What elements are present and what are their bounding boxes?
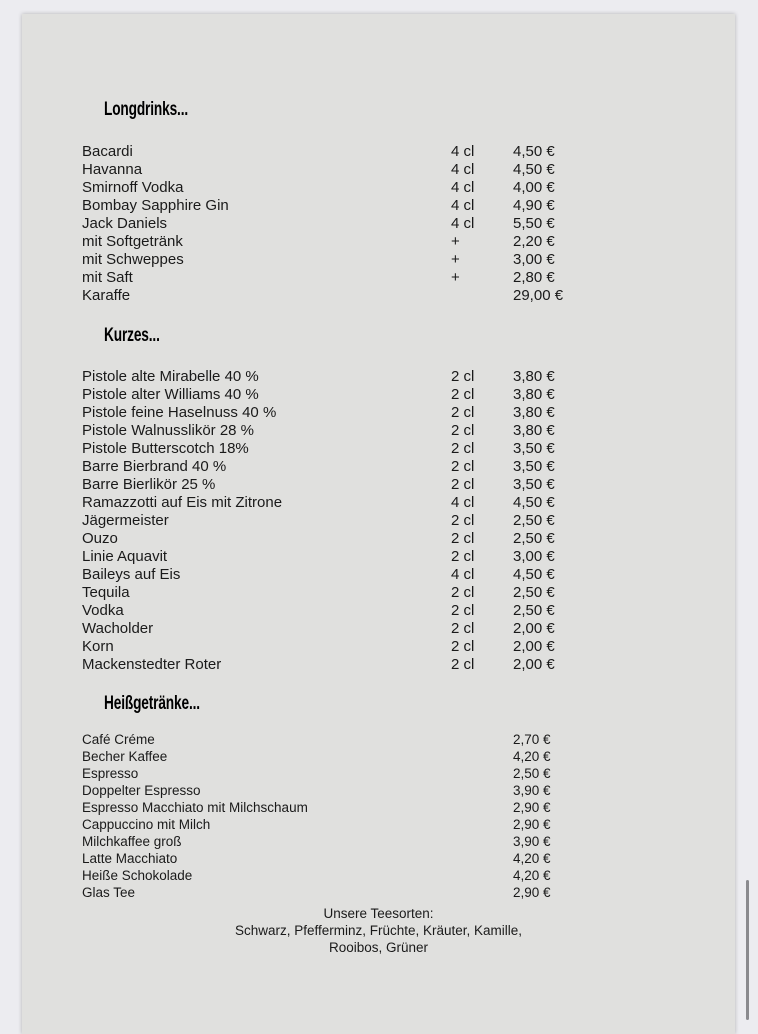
item-size: 2 cl [451,638,475,655]
item-size: 2 cl [451,620,475,637]
item-name: Mackenstedter Roter [82,656,222,673]
item-name: Barre Bierlikör 25 % [82,476,216,493]
scrollbar[interactable] [746,880,749,1020]
item-name: Pistole feine Haselnuss 40 % [82,404,277,421]
item-name: Bacardi [82,143,133,160]
item-name: Pistole Butterscotch 18% [82,440,249,457]
item-name: Pistole alter Williams 40 % [82,386,259,403]
menu-item [22,816,735,833]
menu-item [22,530,735,548]
item-name: Pistole alte Mirabelle 40 % [82,368,259,385]
tea-note [22,905,735,956]
menu-item [22,251,735,269]
item-price: 2,50 € [513,602,555,619]
item-name: Jägermeister [82,512,169,529]
item-price: 2,90 € [513,800,551,815]
menu-item [22,656,735,674]
menu-item [22,404,735,422]
item-name: Espresso [82,766,139,781]
menu-item [22,833,735,850]
item-size: 2 cl [451,584,475,601]
item-price: 2,70 € [513,732,551,747]
item-size: + [451,233,460,250]
item-size: + [451,251,460,268]
tea-note-heading: Unsere Teesorten: [323,906,434,921]
menu-item [22,884,735,901]
menu-item [22,850,735,867]
item-size: 4 cl [451,161,475,178]
menu-item [22,731,735,748]
item-price: 4,20 € [513,868,551,883]
menu-item [22,476,735,494]
menu-item [22,386,735,404]
item-name: Smirnoff Vodka [82,179,184,196]
item-size: 2 cl [451,440,475,457]
menu-item [22,494,735,512]
item-price: 3,80 € [513,404,555,421]
item-name: Espresso Macchiato mit Milchschaum [82,800,308,815]
menu-item [22,197,735,215]
item-size: 2 cl [451,548,475,565]
item-price: 2,90 € [513,817,551,832]
item-price: 4,90 € [513,197,555,214]
menu-item [22,368,735,386]
item-name: Heiße Schokolade [82,868,193,883]
menu-item [22,215,735,233]
menu-item [22,512,735,530]
item-price: 3,80 € [513,386,555,403]
item-name: Karaffe [82,287,131,304]
item-name: Wacholder [82,620,154,637]
item-size: 4 cl [451,143,475,160]
item-price: 2,00 € [513,656,555,673]
item-name: Bombay Sapphire Gin [82,197,229,214]
item-price: 2,50 € [513,512,555,529]
item-size: + [451,269,460,286]
item-price: 3,90 € [513,834,551,849]
menu-item [22,867,735,884]
item-price: 2,20 € [513,233,555,250]
item-price: 4,20 € [513,749,551,764]
menu-item [22,620,735,638]
item-price: 3,80 € [513,422,555,439]
item-name: Linie Aquavit [82,548,168,565]
menu-item [22,548,735,566]
menu-item [22,422,735,440]
item-price: 2,00 € [513,638,555,655]
item-price: 4,50 € [513,161,555,178]
item-price: 4,20 € [513,851,551,866]
item-size: 2 cl [451,530,475,547]
menu-item [22,782,735,799]
item-name: mit Saft [82,269,133,286]
item-price: 2,50 € [513,530,555,547]
menu-item [22,161,735,179]
item-price: 2,90 € [513,885,551,900]
menu-item [22,143,735,161]
item-size: 2 cl [451,512,475,529]
tea-note-line: Schwarz, Pfefferminz, Früchte, Kräuter, Kamille, [234,923,523,938]
item-name: Vodka [82,602,124,619]
item-name: mit Softgetränk [82,233,183,250]
menu-item [22,287,735,305]
item-name: Becher Kaffee [82,749,168,764]
item-size: 2 cl [451,404,475,421]
section-title-kurzes: Kurzes... [104,325,160,346]
item-size: 2 cl [451,656,475,673]
item-size: 2 cl [451,458,475,475]
item-name: mit Schweppes [82,251,184,268]
item-name: Havanna [82,161,143,178]
menu-item [22,179,735,197]
item-name: Baileys auf Eis [82,566,181,583]
menu-item [22,458,735,476]
item-price: 4,00 € [513,179,555,196]
item-name: Doppelter Espresso [82,783,201,798]
item-price: 3,50 € [513,440,555,457]
item-name: Ouzo [82,530,118,547]
item-size: 2 cl [451,422,475,439]
menu-item [22,748,735,765]
menu-item [22,566,735,584]
item-size: 2 cl [451,386,475,403]
item-price: 4,50 € [513,494,555,511]
item-price: 2,00 € [513,620,555,637]
item-price: 4,50 € [513,143,555,160]
section-title-heissgetraenke: Heißgetränke... [104,693,200,714]
menu-item [22,765,735,782]
item-price: 2,50 € [513,766,551,781]
item-size: 2 cl [451,368,475,385]
item-name: Latte Macchiato [82,851,178,866]
item-price: 3,00 € [513,251,555,268]
item-name: Barre Bierbrand 40 % [82,458,227,475]
item-name: Glas Tee [82,885,136,900]
item-price: 2,50 € [513,584,555,601]
item-price: 3,50 € [513,458,555,475]
item-price: 3,00 € [513,548,555,565]
item-name: Korn [82,638,114,655]
item-name: Pistole Walnusslikör 28 % [82,422,255,439]
item-price: 2,80 € [513,269,555,286]
item-name: Tequila [82,584,130,601]
item-name: Jack Daniels [82,215,168,232]
item-price: 3,90 € [513,783,551,798]
item-price: 5,50 € [513,215,555,232]
item-name: Cappuccino mit Milch [82,817,211,832]
menu-item [22,602,735,620]
menu-item [22,233,735,251]
section-title-longdrinks: Longdrinks... [104,99,189,120]
item-price: 3,50 € [513,476,555,493]
item-size: 4 cl [451,566,475,583]
item-price: 29,00 € [513,287,564,304]
item-size: 2 cl [451,602,475,619]
item-name: Café Créme [82,732,155,747]
menu-item [22,269,735,287]
item-size: 4 cl [451,179,475,196]
item-size: 4 cl [451,215,475,232]
item-size: 2 cl [451,476,475,493]
item-size: 4 cl [451,197,475,214]
item-price: 3,80 € [513,368,555,385]
tea-note-line: Rooibos, Grüner [328,940,429,955]
menu-item [22,440,735,458]
item-price: 4,50 € [513,566,555,583]
item-name: Milchkaffee groß [82,834,182,849]
item-name: Ramazzotti auf Eis mit Zitrone [82,494,283,511]
menu-page [22,14,735,1034]
item-size: 4 cl [451,494,475,511]
menu-item [22,584,735,602]
menu-item [22,799,735,816]
menu-item [22,638,735,656]
